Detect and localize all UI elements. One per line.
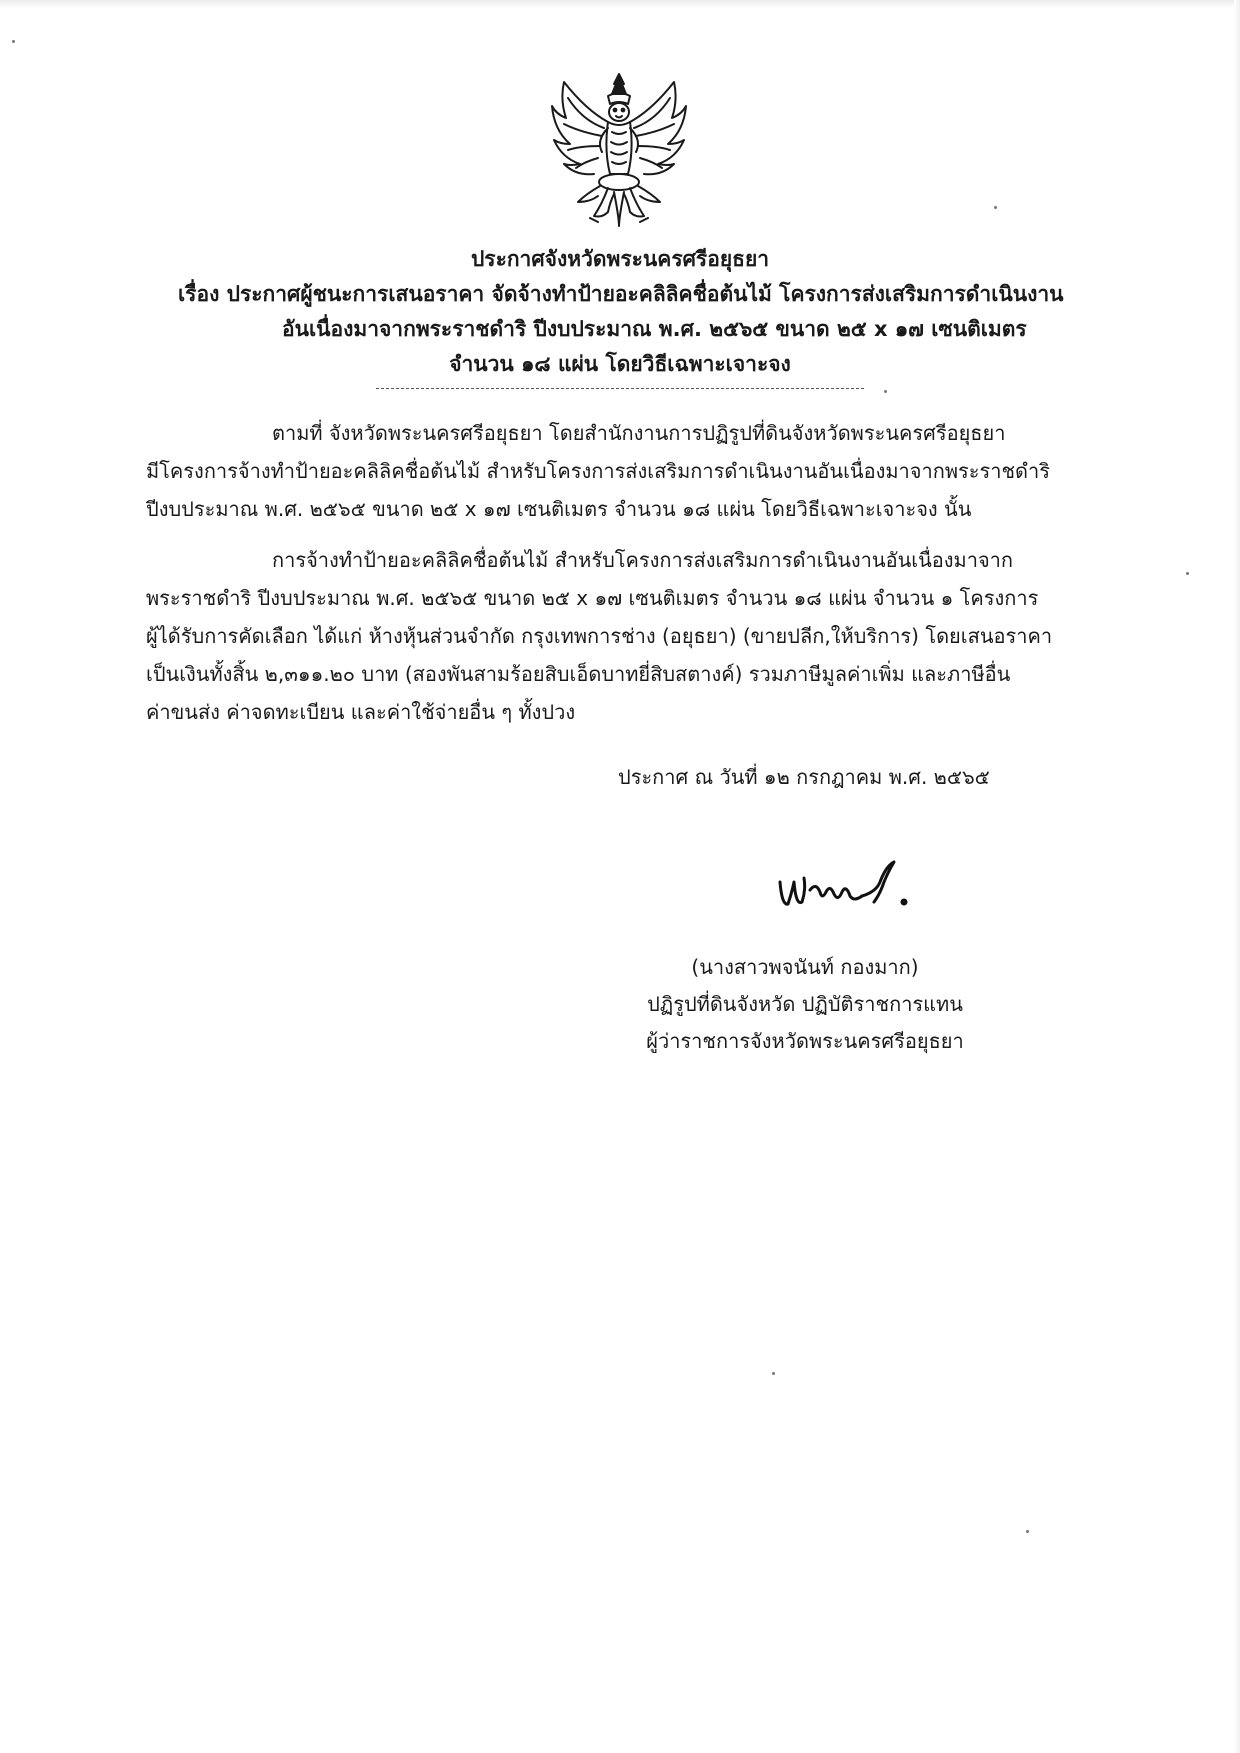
signatory-name: (นางสาวพจนันท์ กองมาก) xyxy=(691,955,919,979)
scan-speck xyxy=(994,206,997,209)
subject-line-3: จำนวน ๑๘ แผ่น โดยวิธีเฉพาะเจาะจง xyxy=(449,352,791,376)
subject-line-1: เรื่อง ประกาศผู้ชนะการเสนอราคา จัดจ้างทำป้ายอะคลิลิคชื่อต้นไม้ โครงการส่งเสริมการดำเนินงาน xyxy=(178,282,1064,306)
paragraph-2-line-5: ค่าขนส่ง ค่าจดทะเบียน และค่าใช้จ่ายอื่น ๆ ทั้งปวง xyxy=(146,700,576,724)
paragraph-2-line-4: เป็นเงินทั้งสิ้น ๒,๓๑๑.๒๐ บาท (สองพันสามร้อยสิบเอ็ดบาทยี่สิบสตางค์) รวมภาษีมูลค่าเพิ่ม และภาษีอื่น xyxy=(146,662,1011,686)
handwritten-signature xyxy=(776,852,926,916)
scan-speck xyxy=(1186,572,1189,575)
dashed-separator xyxy=(376,388,864,389)
scan-speck xyxy=(12,40,15,43)
paragraph-2-line-3: ผู้ได้รับการคัดเลือก ได้แก่ ห้างหุ้นส่วนจำกัด กรุงเทพการช่าง (อยุธยา) (ขายปลีก,ให้บริการ) โดยเสนอราคา xyxy=(146,624,1053,648)
paragraph-2-line-1: การจ้างทำป้ายอะคลิลิคชื่อต้นไม้ สำหรับโครงการส่งเสริมการดำเนินงานอันเนื่องมาจาก xyxy=(272,548,1014,572)
agency-title: ประกาศจังหวัดพระนครศรีอยุธยา xyxy=(470,247,770,271)
subject-line-2: อันเนื่องมาจากพระราชดำริ ปีงบประมาณ พ.ศ. ๒๕๖๕ ขนาด ๒๕ x ๑๗ เซนติเมตร xyxy=(282,317,1027,341)
scan-speck xyxy=(772,1372,775,1375)
paragraph-1-line-1: ตามที่ จังหวัดพระนครศรีอยุธยา โดยสำนักงานการปฏิรูปที่ดินจังหวัดพระนครศรีอยุธยา xyxy=(272,421,1006,445)
signatory-position-1: ปฏิรูปที่ดินจังหวัด ปฏิบัติราชการแทน xyxy=(647,992,963,1016)
paragraph-2-line-2: พระราชดำริ ปีงบประมาณ พ.ศ. ๒๕๖๕ ขนาด ๒๕ x ๑๗ เซนติเมตร จำนวน ๑๘ แผ่น จำนวน ๑ โครงการ xyxy=(146,586,1039,610)
garuda-emblem-icon xyxy=(546,70,692,230)
paragraph-1-line-2: มีโครงการจ้างทำป้ายอะคลิลิคชื่อต้นไม้ สำหรับโครงการส่งเสริมการดำเนินงานอันเนื่องมาจากพระราชดำริ xyxy=(146,459,1051,483)
signatory-position-2: ผู้ว่าราชการจังหวัดพระนครศรีอยุธยา xyxy=(646,1029,964,1053)
scan-speck xyxy=(1026,1530,1029,1533)
scan-shadow-top xyxy=(0,0,1240,8)
announcement-date: ประกาศ ณ วันที่ ๑๒ กรกฎาคม พ.ศ. ๒๕๖๕ xyxy=(618,765,990,789)
paragraph-1-line-3: ปีงบประมาณ พ.ศ. ๒๕๖๕ ขนาด ๒๕ x ๑๗ เซนติเมตร จำนวน ๑๘ แผ่น โดยวิธีเฉพาะเจาะจง นั้น xyxy=(146,497,972,521)
scan-speck xyxy=(884,390,887,393)
